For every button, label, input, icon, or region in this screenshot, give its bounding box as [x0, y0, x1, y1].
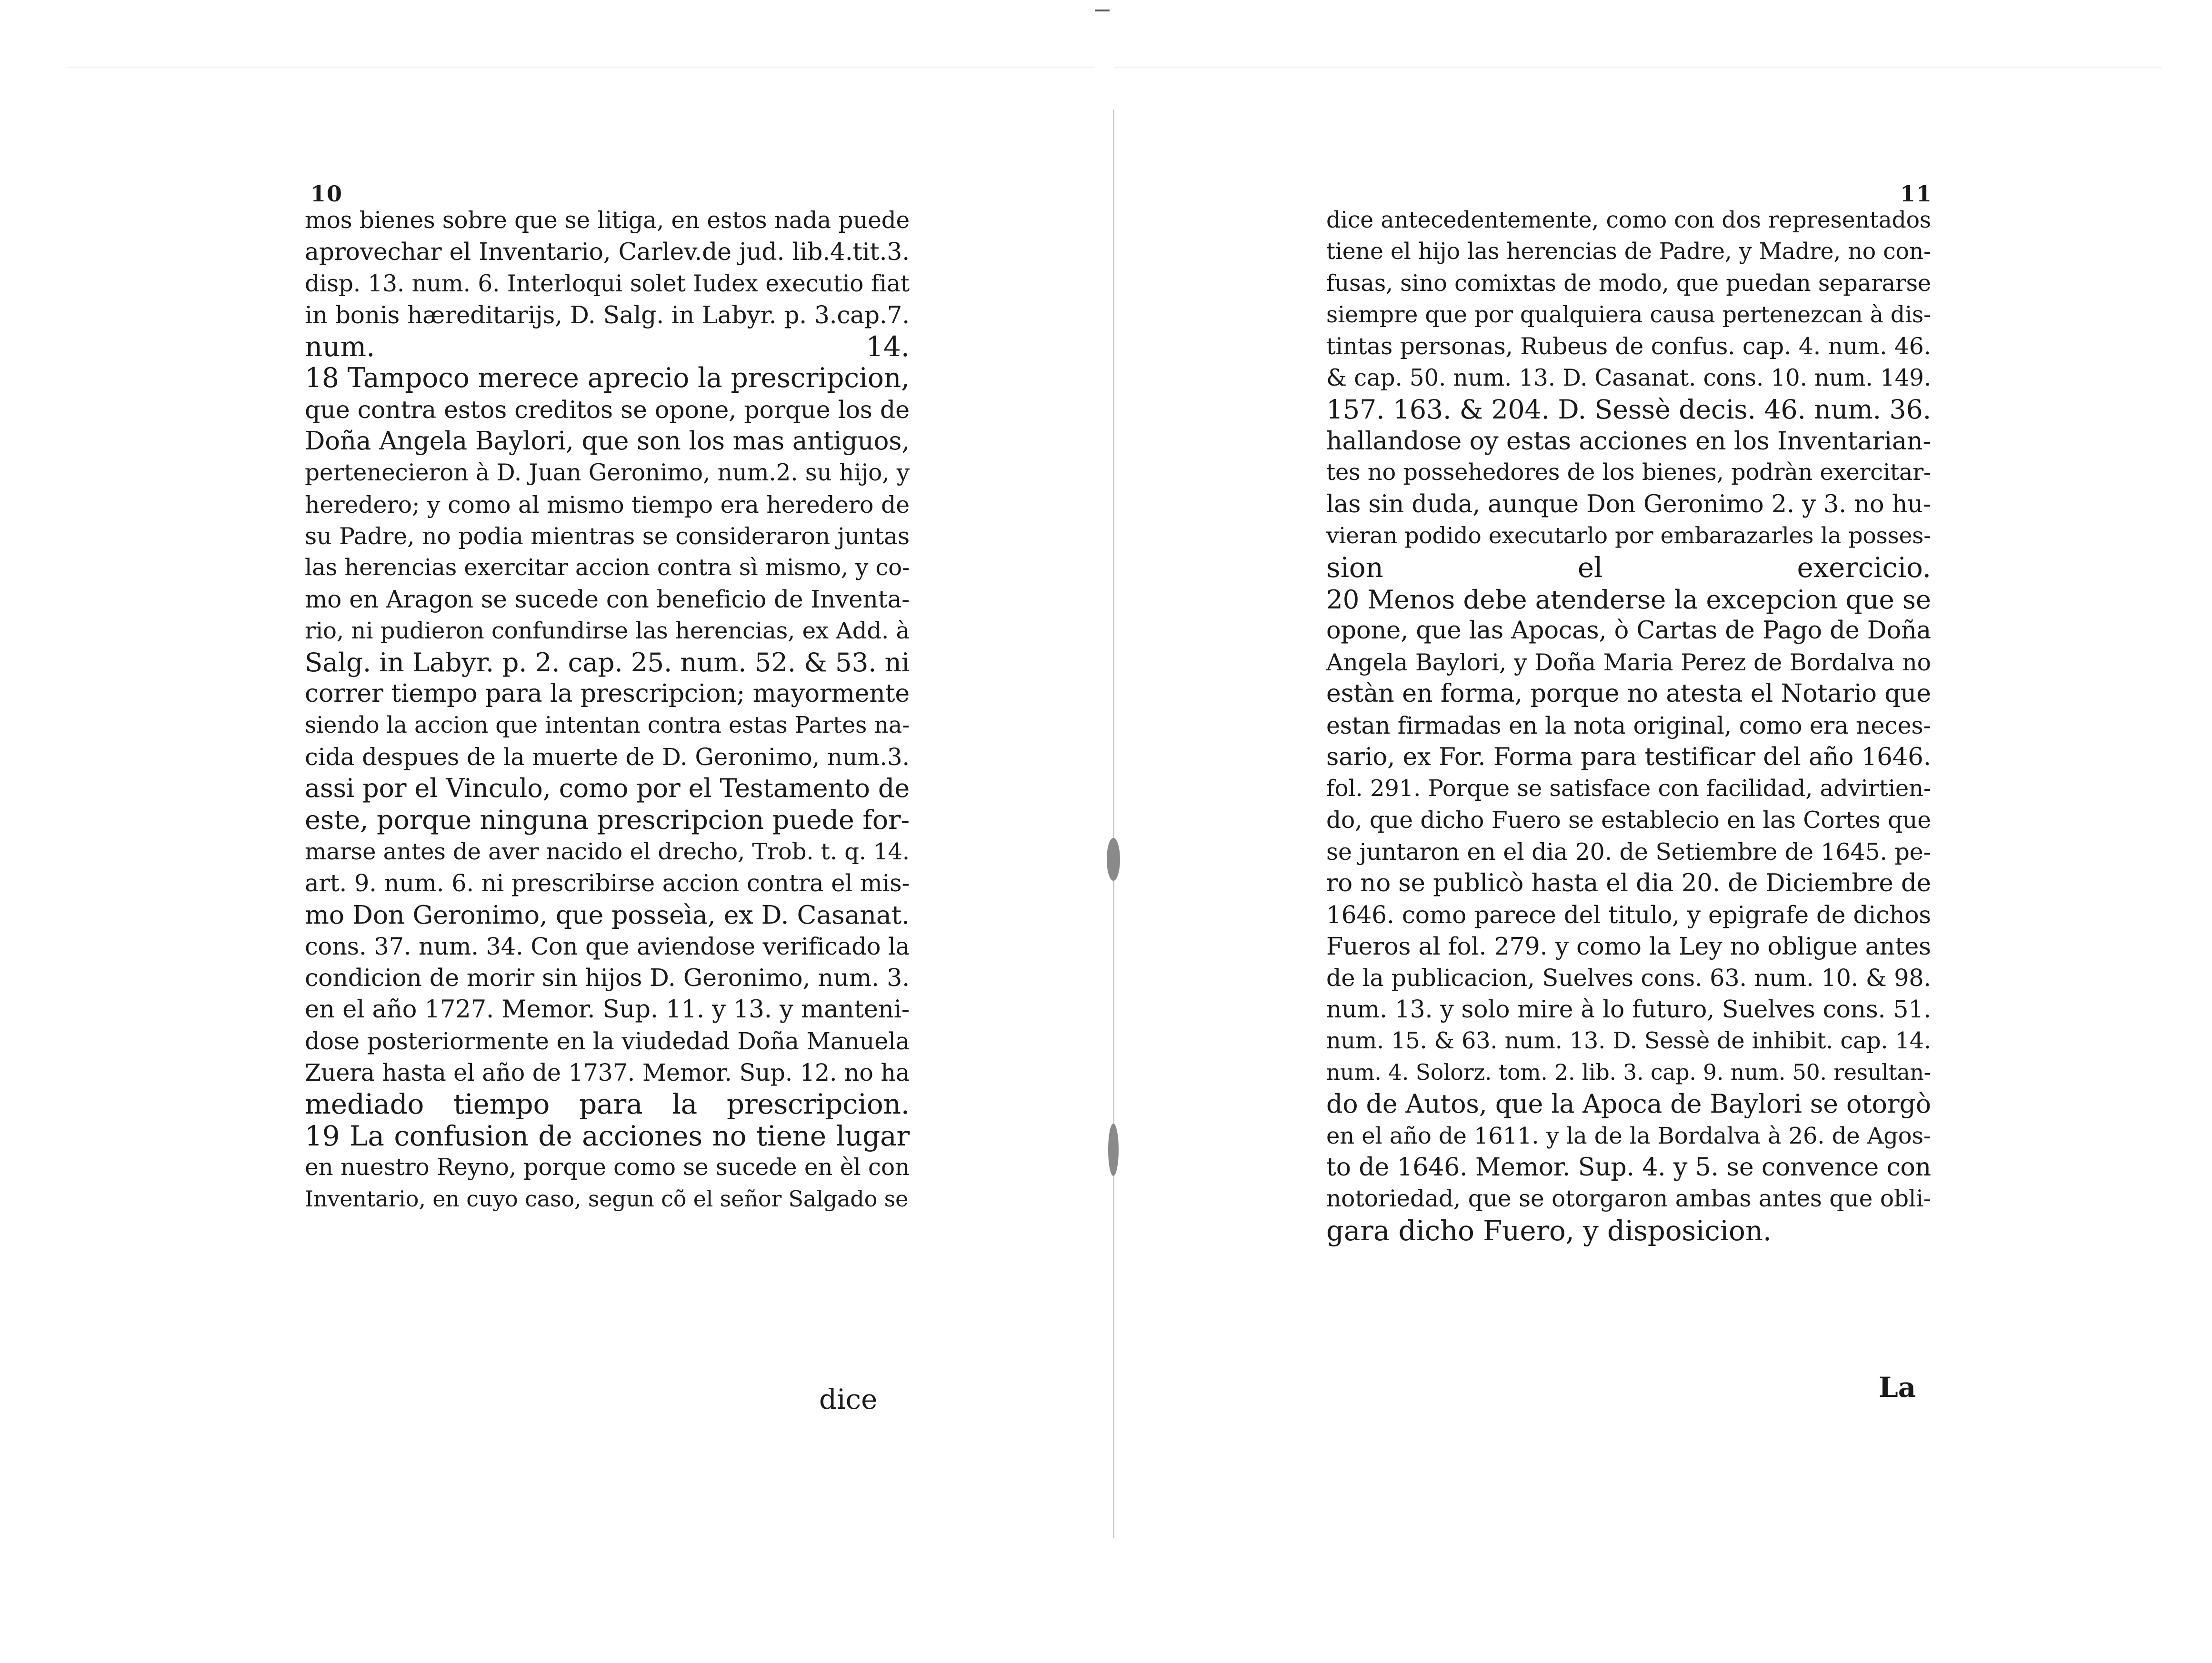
- text-line: marse antes de aver nacido el drecho, Trob. t. q. 14.: [305, 838, 910, 865]
- right-page-text: [1326, 205, 1931, 1246]
- text-line: notoriedad, que se otorgaron ambas antes que obli-: [1326, 1185, 1931, 1213]
- text-line: las sin duda, aunque Don Geronimo 2. y 3. no hu-: [1326, 490, 1931, 518]
- text-line: ro no se publicò hasta el dia 20. de Diciembre de: [1326, 869, 1931, 898]
- text-line: fol. 291. Porque se satisface con facilidad, advirtien-: [1326, 775, 1931, 802]
- text-line: heredero; y como al mismo tiempo era heredero de: [305, 490, 910, 518]
- text-line: 157. 163. & 204. D. Sessè decis. 46. num. 36.: [1326, 394, 1931, 425]
- text-line: gara dicho Fuero, y disposicion.: [1326, 1214, 1772, 1247]
- left-page-number: 10: [310, 181, 343, 207]
- gutter-ink-blot: [1107, 838, 1120, 881]
- text-line: Angela Baylori, y Doña Maria Perez de Bordalva no: [1326, 648, 1931, 677]
- text-line: Inventario, en cuyo caso, segun cõ el señor Salgado se: [305, 1186, 909, 1212]
- left-catchword: dice: [819, 1383, 878, 1415]
- text-line: las herencias exercitar accion contra sì mismo, y co-: [305, 554, 910, 581]
- text-line: sion el exercicio.: [1326, 551, 1931, 584]
- right-page-number: 11: [1900, 181, 1933, 207]
- text-line: pertenecieron à D. Juan Geronimo, num.2. su hijo, y: [305, 459, 910, 487]
- text-line: 20 Menos debe atenderse la excepcion que se: [1326, 584, 1931, 615]
- text-line: estàn en forma, porque no atesta el Notario que: [1326, 679, 1931, 708]
- text-line: mos bienes sobre que se litiga, en estos nada puede: [305, 207, 910, 234]
- text-line: in bonis hæreditarijs, D. Salg. in Labyr. p. 3.cap.7.: [305, 300, 910, 329]
- text-line: mo en Aragon se sucede con beneficio de Inventa-: [305, 585, 910, 613]
- text-line: estan firmadas en la nota original, como era neces-: [1326, 711, 1931, 739]
- gutter-ink-blot: [1108, 1124, 1119, 1176]
- text-line: tiene el hijo las herencias de Padre, y Madre, no con-: [1326, 239, 1931, 265]
- text-line: Fueros al fol. 279. y como la Ley no obligue antes: [1326, 932, 1931, 960]
- text-line: rio, ni pudieron confundirse las herencias, ex Add. à: [305, 617, 910, 644]
- text-line: disp. 13. num. 6. Interloqui solet Iudex executio fiat: [305, 270, 910, 297]
- text-line: num. 14.: [305, 330, 910, 363]
- text-line: aprovechar el Inventario, Carlev.de jud. lib.4.tit.3.: [305, 238, 910, 266]
- text-line: dose posteriormente en la viudedad Doña Manuela: [305, 1027, 910, 1055]
- text-line: vieran podido executarlo por embarazarles la posses-: [1326, 522, 1931, 549]
- text-line: dice antecedentemente, como con dos representados: [1326, 207, 1931, 233]
- text-line: cons. 37. num. 34. Con que aviendose verificado la: [305, 932, 910, 960]
- text-line: Zuera hasta el año de 1737. Memor. Sup. 12. no ha: [305, 1059, 910, 1087]
- text-line: condicion de morir sin hijos D. Geronimo, num. 3.: [305, 964, 910, 992]
- book-gutter: [1091, 110, 1124, 1538]
- text-line: mo Don Geronimo, que posseìa, ex D. Casanat.: [305, 899, 910, 930]
- text-line: do de Autos, que la Apoca de Baylori se otorgò: [1326, 1089, 1931, 1119]
- text-line: este, porque ninguna prescripcion puede for-: [305, 804, 910, 836]
- text-line: de la publicacion, Suelves cons. 63. num. 10. & 98.: [1326, 964, 1931, 992]
- text-line: Salg. in Labyr. p. 2. cap. 25. num. 52. & 53. ni: [305, 647, 910, 678]
- text-line: su Padre, no podia mientras se consideraron juntas: [305, 522, 910, 550]
- right-catchword: La: [1879, 1371, 1916, 1404]
- text-line: Doña Angela Baylori, que son los mas antiguos,: [305, 427, 910, 456]
- text-line: & cap. 50. num. 13. D. Casanat. cons. 10. num. 149.: [1326, 365, 1931, 392]
- text-line: num. 4. Solorz. tom. 2. lib. 3. cap. 9. num. 50. resultan-: [1326, 1060, 1931, 1085]
- text-line: en el año 1727. Memor. Sup. 11. y 13. y manteni-: [305, 995, 910, 1024]
- left-page-text: [305, 205, 910, 1215]
- text-line: que contra estos creditos se opone, porque los de: [305, 395, 910, 424]
- text-line: 1646. como parece del titulo, y epigrafe de dichos: [1326, 900, 1931, 929]
- text-line: art. 9. num. 6. ni prescribirse accion contra el mis-: [305, 869, 910, 897]
- text-line: 19 La confusion de acciones no tiene lugar: [305, 1119, 910, 1152]
- text-line: to de 1646. Memor. Sup. 4. y 5. se convence con: [1326, 1153, 1931, 1182]
- text-line: siempre que por qualquiera causa pertenezcan à dis-: [1326, 301, 1931, 328]
- text-line: sario, ex For. Forma para testificar del año 1646.: [1326, 743, 1931, 772]
- text-line: correr tiempo para la prescripcion; mayormente: [305, 679, 910, 708]
- text-line: num. 13. y solo mire à lo futuro, Suelves cons. 51.: [1326, 995, 1931, 1024]
- text-line: fusas, sino comixtas de modo, que puedan separarse: [1326, 270, 1931, 297]
- text-line: se juntaron en el dia 20. de Setiembre de 1645. pe-: [1326, 837, 1931, 866]
- gutter-fold-line: [1113, 110, 1114, 1538]
- text-line: assi por el Vinculo, como por el Testamento de: [305, 773, 910, 804]
- text-line: hallandose oy estas acciones en los Inventarian-: [1326, 427, 1931, 456]
- text-line: tintas personas, Rubeus de confus. cap. 4. num. 46.: [1326, 333, 1931, 360]
- text-line: mediado tiempo para la prescripcion.: [305, 1088, 910, 1121]
- text-line: tes no possehedores de los bienes, podràn exercitar-: [1326, 459, 1931, 486]
- text-line: en el año de 1611. y la de la Bordalva à 26. de Agos-: [1326, 1122, 1931, 1149]
- text-line: 18 Tampoco merece aprecio la prescripcion,: [305, 362, 910, 394]
- text-line: siendo la accion que intentan contra estas Partes na-: [305, 712, 910, 738]
- text-line: num. 15. & 63. num. 13. D. Sessè de inhibit. cap. 14.: [1326, 1027, 1931, 1054]
- text-line: do, que dicho Fuero se establecio en las Cortes que: [1326, 806, 1931, 834]
- text-line: opone, que las Apocas, ò Cartas de Pago de Doña: [1326, 616, 1931, 645]
- scan-artifact-mark: [1095, 10, 1110, 11]
- text-line: en nuestro Reyno, porque como se sucede en èl con: [305, 1154, 910, 1181]
- text-line: cida despues de la muerte de D. Geronimo, num.3.: [305, 743, 910, 771]
